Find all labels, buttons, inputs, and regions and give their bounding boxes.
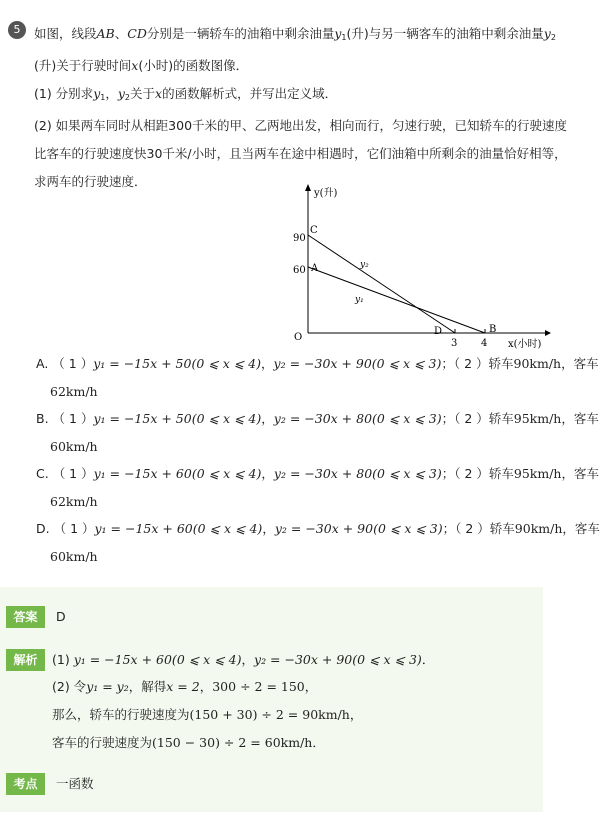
analysis-tag: 解析 [6, 649, 45, 671]
var-y2: y [117, 86, 125, 101]
segment-ab: AB [96, 26, 115, 41]
option-b[interactable] [36, 405, 599, 433]
kaodian-tag: 考点 [6, 773, 45, 795]
y-axis-label: y(升) [314, 188, 338, 199]
x-axis-label: x(小时) [508, 339, 542, 350]
stem-text: 关于 [130, 86, 156, 101]
var-y2: y [543, 26, 551, 41]
origin-label: O [294, 332, 303, 343]
stem-text: (升)关于行驶时间 [34, 58, 132, 73]
analysis-eq: (150 + 30) ÷ 2 = 90km/h [189, 707, 350, 722]
var-y1-sub: 1 [100, 93, 106, 102]
answer-panel [0, 587, 543, 812]
option-text: ，客车 [561, 411, 599, 426]
option-eq-y1: y₁ = −15x + 50(0 ⩽ x ⩽ 4) [93, 411, 262, 426]
x-axis-arrow [545, 330, 551, 336]
x-tick-4: 4 [481, 338, 488, 349]
option-letter: A. [36, 356, 49, 371]
option-d-cont [36, 543, 536, 571]
analysis-line-4 [52, 732, 325, 754]
analysis-text: ， [349, 707, 363, 722]
analysis-eq: x = 2 [166, 679, 200, 694]
question-line-2 [34, 52, 539, 80]
stem-sep: 、 [114, 26, 128, 41]
stem-text: 如图，线段 [34, 26, 97, 41]
option-text: ，客车 [561, 466, 600, 481]
var-y2-sub: 2 [550, 33, 556, 42]
option-eq-y1: y₁ = −15x + 50(0 ⩽ x ⩽ 4) [93, 356, 262, 371]
question-line-5: 比客车的行驶速度快30千米/小时，且当两车在途中相遇时，它们油箱中所剩余的油量恰好相等， [34, 146, 567, 161]
option-bus-speed: 60km/h [50, 548, 98, 564]
analysis-eq: (150 − 30) ÷ 2 = 60km/h [152, 735, 313, 750]
analysis-text: 客车的行驶速度为 [52, 735, 153, 750]
segment-cd: CD [127, 26, 147, 41]
x-tick-3: 3 [451, 338, 458, 349]
option-sep: ， [262, 521, 275, 536]
line-ab-y1 [308, 267, 485, 333]
line-cd-y2 [308, 235, 455, 333]
option-c[interactable] [36, 460, 600, 488]
question-line-6: 求两车的行驶速度． [34, 174, 147, 189]
function-graph-figure [290, 183, 550, 353]
option-part-label: ；（ 2 ）轿车 [442, 521, 515, 536]
option-letter: D. [36, 521, 50, 536]
options-list [36, 350, 600, 570]
curve-label-y2: y₂ [360, 260, 369, 270]
var-y1-sub: 1 [341, 33, 347, 42]
option-part-label: （ 1 ） [52, 356, 94, 371]
stem-text: 的函数解析式，并写出定义域． [162, 86, 338, 101]
option-c-cont [36, 488, 536, 516]
option-eq-y2: y₂ = −30x + 80(0 ⩽ x ⩽ 3) [273, 411, 442, 426]
analysis-text: ， [241, 652, 255, 667]
analysis-text: 那么，轿车的行驶速度为 [52, 707, 190, 722]
option-sep: ， [261, 356, 274, 371]
option-car-speed: 90km/h [513, 356, 562, 371]
option-sep: ， [261, 466, 274, 481]
option-eq-y1: y₁ = −15x + 60(0 ⩽ x ⩽ 4) [94, 521, 263, 536]
option-part-label: ；（ 2 ）轿车 [441, 411, 514, 426]
analysis-text: (2) 令 [52, 679, 87, 694]
curve-label-y1: y₁ [355, 295, 364, 305]
stem-text: (升)与另一辆客车的油箱中剩余油量 [346, 26, 544, 41]
question-stem [34, 20, 568, 196]
option-d[interactable] [36, 515, 600, 543]
option-car-speed: 95km/h [513, 411, 562, 426]
analysis-line-2 [52, 676, 317, 698]
analysis-text: (1) [52, 652, 74, 667]
option-eq-y2: y₂ = −30x + 90(0 ⩽ x ⩽ 3) [273, 356, 442, 371]
analysis-text: ， [304, 679, 318, 694]
analysis-eq: y₁ = y₂ [86, 679, 129, 694]
option-bus-speed: 62km/h [50, 493, 98, 509]
var-x: x [155, 86, 163, 101]
option-letter: B. [36, 411, 49, 426]
stem-text: (1) 分别求 [34, 86, 94, 101]
stem-text: 分别是一辆轿车的油箱中剩余油量 [146, 26, 335, 41]
answer-tag: 答案 [6, 606, 45, 628]
option-bus-speed: 60km/h [50, 438, 98, 454]
var-y1: y [93, 86, 101, 101]
analysis-text: ． [312, 735, 325, 750]
option-car-speed: 95km/h [513, 466, 562, 481]
y-axis-arrow [305, 184, 311, 191]
y-tick-90: 90 [293, 233, 306, 244]
option-car-speed: 90km/h [514, 521, 563, 536]
point-d-label: D [434, 326, 443, 337]
graph-svg [290, 183, 550, 353]
option-part-label: （ 1 ） [53, 521, 95, 536]
analysis-line-3 [52, 704, 362, 726]
analysis-eq-y1: y₁ = −15x + 60(0 ⩽ x ⩽ 4) [73, 652, 242, 667]
var-y1: y [334, 26, 342, 41]
analysis-line-1 [52, 649, 434, 671]
var-y2-sub: 2 [124, 93, 131, 102]
stem-text: (小时)的函数图像． [138, 58, 249, 73]
point-b-label: B [489, 324, 497, 335]
option-part-label: （ 1 ） [52, 411, 94, 426]
var-x: x [131, 58, 139, 73]
option-eq-y1: y₁ = −15x + 60(0 ⩽ x ⩽ 4) [93, 466, 262, 481]
analysis-text: ，解得 [128, 679, 167, 694]
analysis-eq-y2: y₂ = −30x + 90(0 ⩽ x ⩽ 3) [254, 652, 422, 667]
point-c-label: C [310, 225, 318, 236]
analysis-text: ． [421, 652, 435, 667]
analysis-text: ， [199, 679, 213, 694]
question-number-badge: 5 [8, 21, 26, 39]
option-part-label: （ 1 ） [52, 466, 94, 481]
option-eq-y2: y₂ = −30x + 80(0 ⩽ x ⩽ 3) [273, 466, 442, 481]
option-bus-speed: 62km/h [50, 383, 98, 399]
option-part-label: ；（ 2 ）轿车 [441, 466, 514, 481]
option-b-cont [36, 433, 536, 461]
option-text: ，客车 [562, 521, 600, 536]
point-a-label: A [311, 263, 319, 274]
option-text: ，客车 [561, 356, 599, 371]
question-line-4: (2) 如果两车同时从相距300千米的甲、乙两地出发，相向而行，匀速行驶，已知轿车的行驶速度 [34, 118, 568, 133]
option-a[interactable] [36, 350, 599, 378]
answer-value: D [56, 609, 66, 624]
option-eq-y2: y₂ = −30x + 90(0 ⩽ x ⩽ 3) [274, 521, 443, 536]
option-a-cont [36, 378, 536, 406]
stem-sep: ， [105, 86, 118, 101]
option-sep: ， [261, 411, 274, 426]
question-line-1 [34, 20, 556, 52]
option-part-label: ；（ 2 ）轿车 [441, 356, 514, 371]
y-tick-60: 60 [293, 265, 306, 276]
kaodian-value: 一函数 [56, 776, 94, 791]
option-letter: C. [36, 466, 49, 481]
analysis-eq: 300 ÷ 2 = 150 [212, 679, 305, 694]
question-line-3 [34, 80, 539, 112]
